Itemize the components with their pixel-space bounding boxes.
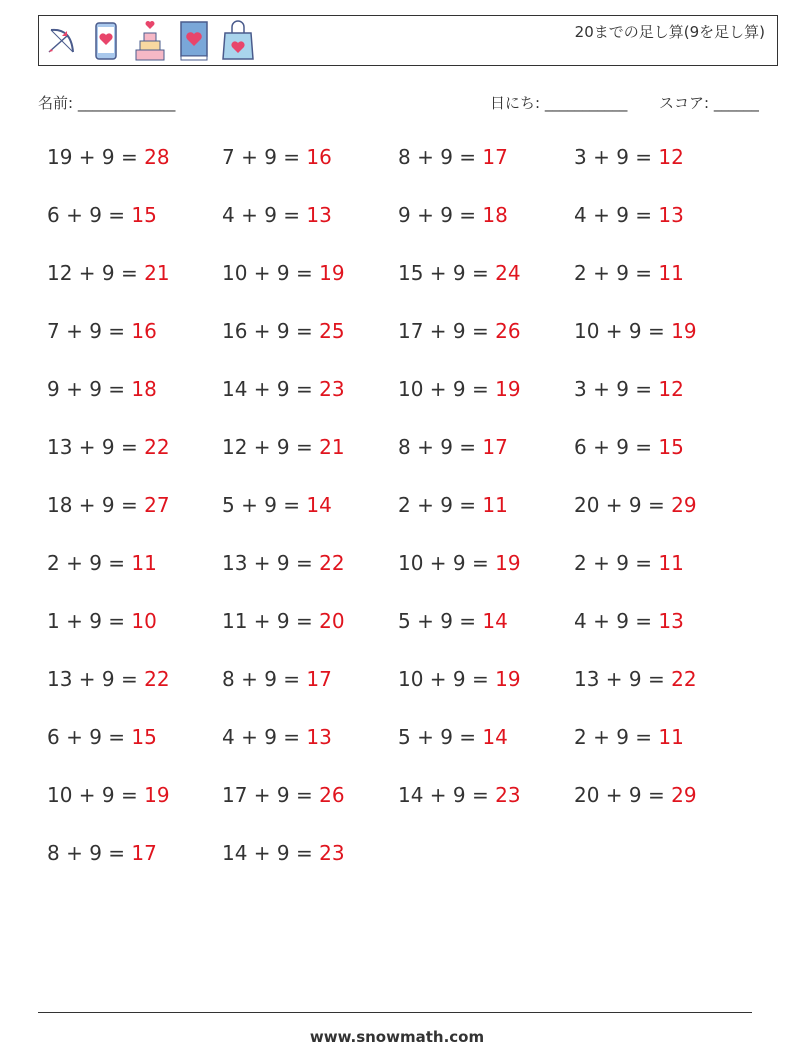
problem-answer: 23 [319, 377, 345, 401]
problem-item [574, 261, 684, 285]
problem-question: 2 + 9 = [574, 261, 659, 285]
problem-answer: 19 [495, 667, 521, 691]
problem-answer: 16 [306, 145, 332, 169]
problem-item [47, 203, 157, 227]
problem-item [222, 609, 345, 633]
problem-question: 10 + 9 = [222, 261, 320, 285]
problem-question: 2 + 9 = [47, 551, 132, 575]
problem-answer: 12 [658, 145, 684, 169]
problem-question: 6 + 9 = [47, 203, 132, 227]
problem-question: 13 + 9 = [222, 551, 320, 575]
problem-answer: 22 [144, 435, 170, 459]
problem-question: 20 + 9 = [574, 783, 672, 807]
problem-question: 9 + 9 = [47, 377, 132, 401]
problem-item [574, 551, 684, 575]
problem-answer: 21 [319, 435, 345, 459]
problem-answer: 11 [658, 725, 684, 749]
problem-item [47, 319, 157, 343]
problem-answer: 24 [495, 261, 521, 285]
problem-question: 14 + 9 = [222, 377, 320, 401]
problem-question: 3 + 9 = [574, 145, 659, 169]
problem-item [222, 319, 345, 343]
problem-answer: 15 [658, 435, 684, 459]
problem-answer: 26 [319, 783, 345, 807]
problem-question: 18 + 9 = [47, 493, 145, 517]
problem-answer: 14 [482, 725, 508, 749]
problem-item [574, 609, 684, 633]
problem-item [398, 435, 508, 459]
problem-item [398, 783, 521, 807]
problem-question: 6 + 9 = [47, 725, 132, 749]
problem-item [398, 493, 508, 517]
problem-item [574, 203, 684, 227]
problem-answer: 17 [482, 145, 508, 169]
date-field: 日にち: ___________ [490, 94, 628, 112]
problem-question: 8 + 9 = [222, 667, 307, 691]
problem-answer: 28 [144, 145, 170, 169]
problem-question: 13 + 9 = [47, 435, 145, 459]
problem-answer: 29 [671, 783, 697, 807]
name-field: 名前: _____________ [38, 94, 176, 112]
worksheet-header [38, 15, 778, 66]
problem-answer: 11 [658, 261, 684, 285]
problem-answer: 11 [482, 493, 508, 517]
problem-answer: 22 [319, 551, 345, 575]
problem-answer: 13 [306, 203, 332, 227]
problem-item [47, 377, 157, 401]
problem-question: 10 + 9 = [398, 667, 496, 691]
problem-question: 2 + 9 = [398, 493, 483, 517]
problem-question: 5 + 9 = [398, 609, 483, 633]
problem-question: 8 + 9 = [47, 841, 132, 865]
problem-answer: 22 [144, 667, 170, 691]
problem-question: 10 + 9 = [47, 783, 145, 807]
problem-item [398, 203, 508, 227]
problem-item [398, 667, 521, 691]
problem-answer: 22 [671, 667, 697, 691]
problem-item [398, 609, 508, 633]
problem-answer: 15 [131, 725, 157, 749]
problem-item [222, 725, 332, 749]
problem-item [222, 261, 345, 285]
problem-item [222, 435, 345, 459]
problem-answer: 12 [658, 377, 684, 401]
problem-answer: 18 [482, 203, 508, 227]
problem-item [398, 377, 521, 401]
problem-item [47, 145, 170, 169]
bow-arrow-icon [45, 19, 79, 63]
footer-divider [38, 1012, 752, 1013]
problem-question: 12 + 9 = [222, 435, 320, 459]
problem-question: 8 + 9 = [398, 435, 483, 459]
problem-question: 10 + 9 = [398, 551, 496, 575]
problem-item [47, 493, 170, 517]
problem-answer: 17 [306, 667, 332, 691]
problem-question: 20 + 9 = [574, 493, 672, 517]
problem-answer: 15 [131, 203, 157, 227]
footer-url: www.snowmath.com [309, 1028, 485, 1046]
problem-question: 8 + 9 = [398, 145, 483, 169]
problem-answer: 11 [131, 551, 157, 575]
problem-question: 1 + 9 = [47, 609, 132, 633]
problem-question: 13 + 9 = [574, 667, 672, 691]
problem-answer: 13 [658, 203, 684, 227]
problem-item [222, 667, 332, 691]
problem-item [222, 145, 332, 169]
problem-answer: 16 [131, 319, 157, 343]
problem-question: 4 + 9 = [222, 203, 307, 227]
score-field: スコア: ______ [659, 94, 759, 112]
problem-answer: 14 [482, 609, 508, 633]
header-icons [45, 19, 255, 63]
problem-item [47, 667, 170, 691]
problem-answer: 17 [131, 841, 157, 865]
problem-answer: 11 [658, 551, 684, 575]
problem-question: 17 + 9 = [222, 783, 320, 807]
problem-question: 4 + 9 = [222, 725, 307, 749]
problem-item [398, 551, 521, 575]
problem-answer: 23 [319, 841, 345, 865]
problem-item [222, 551, 345, 575]
problem-answer: 25 [319, 319, 345, 343]
problem-item [47, 609, 157, 633]
problem-question: 2 + 9 = [574, 725, 659, 749]
phone-heart-icon [89, 19, 123, 63]
problem-question: 19 + 9 = [47, 145, 145, 169]
problem-item [574, 493, 697, 517]
problem-question: 4 + 9 = [574, 609, 659, 633]
worksheet-title: 20までの足し算(9を足し算) [574, 23, 765, 41]
problem-item [222, 377, 345, 401]
problem-item [222, 783, 345, 807]
problem-question: 7 + 9 = [222, 145, 307, 169]
problem-question: 17 + 9 = [398, 319, 496, 343]
problem-question: 10 + 9 = [398, 377, 496, 401]
problem-answer: 17 [482, 435, 508, 459]
problem-item [574, 435, 684, 459]
problem-answer: 19 [319, 261, 345, 285]
problem-answer: 19 [495, 551, 521, 575]
problem-item [47, 261, 170, 285]
problem-item [398, 145, 508, 169]
problem-answer: 19 [144, 783, 170, 807]
problem-item [574, 145, 684, 169]
problem-question: 16 + 9 = [222, 319, 320, 343]
problem-question: 10 + 9 = [574, 319, 672, 343]
problem-item [47, 551, 157, 575]
problem-answer: 26 [495, 319, 521, 343]
book-heart-icon [177, 19, 211, 63]
problem-answer: 14 [306, 493, 332, 517]
problem-item [47, 435, 170, 459]
problem-item [574, 319, 697, 343]
problem-answer: 10 [131, 609, 157, 633]
problem-question: 15 + 9 = [398, 261, 496, 285]
problem-question: 9 + 9 = [398, 203, 483, 227]
problem-question: 14 + 9 = [222, 841, 320, 865]
problem-answer: 19 [671, 319, 697, 343]
problem-answer: 13 [306, 725, 332, 749]
problem-question: 5 + 9 = [398, 725, 483, 749]
problem-item [222, 493, 332, 517]
problem-question: 4 + 9 = [574, 203, 659, 227]
problem-answer: 19 [495, 377, 521, 401]
problem-question: 2 + 9 = [574, 551, 659, 575]
problem-item [47, 725, 157, 749]
cake-icon [133, 19, 167, 63]
problem-item [398, 725, 508, 749]
bag-heart-icon [221, 19, 255, 63]
problem-answer: 27 [144, 493, 170, 517]
problem-item [222, 841, 345, 865]
problem-item [574, 783, 697, 807]
problem-answer: 29 [671, 493, 697, 517]
problem-question: 6 + 9 = [574, 435, 659, 459]
problem-question: 13 + 9 = [47, 667, 145, 691]
problem-answer: 20 [319, 609, 345, 633]
problem-item [47, 841, 157, 865]
problem-item [574, 667, 697, 691]
problem-question: 7 + 9 = [47, 319, 132, 343]
problem-item [222, 203, 332, 227]
problem-question: 5 + 9 = [222, 493, 307, 517]
problem-question: 3 + 9 = [574, 377, 659, 401]
problem-item [47, 783, 170, 807]
problem-item [574, 377, 684, 401]
problem-answer: 23 [495, 783, 521, 807]
problem-question: 14 + 9 = [398, 783, 496, 807]
problem-item [574, 725, 684, 749]
problem-item [398, 261, 521, 285]
problem-question: 11 + 9 = [222, 609, 320, 633]
problem-answer: 21 [144, 261, 170, 285]
problem-answer: 13 [658, 609, 684, 633]
problem-question: 12 + 9 = [47, 261, 145, 285]
problem-item [398, 319, 521, 343]
problem-answer: 18 [131, 377, 157, 401]
